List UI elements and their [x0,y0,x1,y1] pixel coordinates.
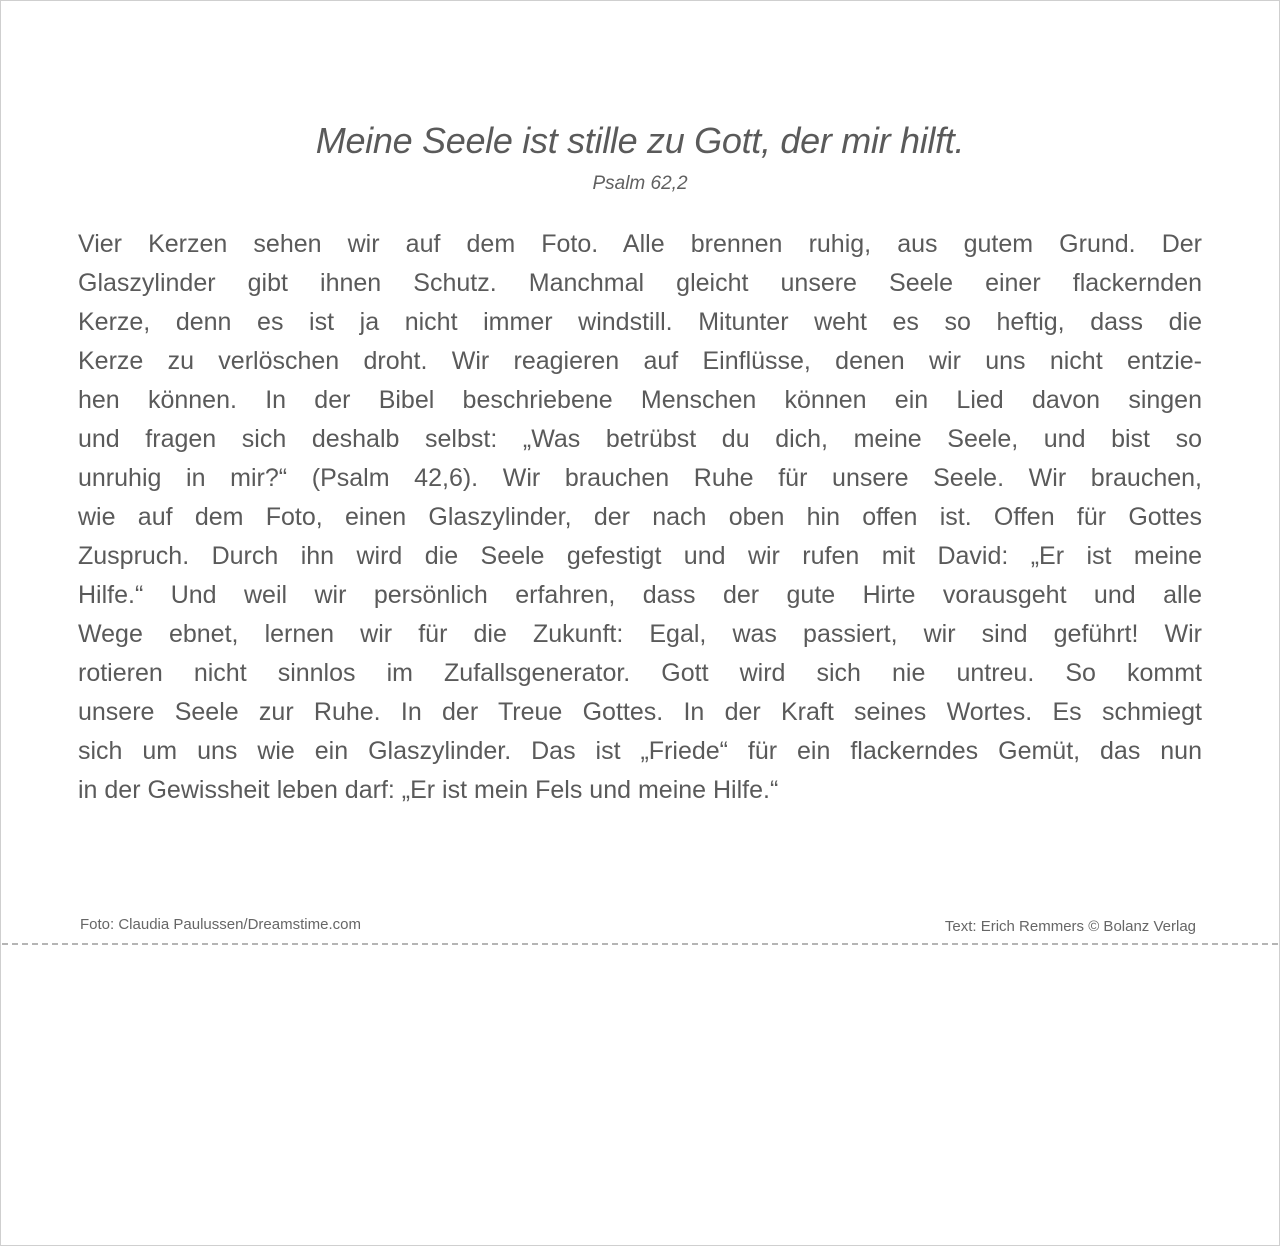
text-line: wie auf dem Foto, einen Glaszylinder, der nach oben hin offen ist. Offen für Gottes [78,503,1202,531]
verse-reference: Psalm 62,2 [592,173,688,194]
verse-title: Meine Seele ist stille zu Gott, der mir hilft. [315,120,965,161]
text-line: hen können. In der Bibel beschriebene Menschen können ein Lied davon singen [78,386,1202,414]
text-line: unsere Seele zur Ruhe. In der Treue Gottes. In der Kraft seines Wortes. Es schmiegt [78,698,1202,726]
text-line: Vier Kerzen sehen wir auf dem Foto. Alle brennen ruhig, aus gutem Grund. Der [78,230,1202,258]
text-line: Wege ebnet, lernen wir für die Zukunft: Egal, was passiert, wir sind geführt! Wir [78,620,1202,648]
cut-line [2,943,1278,945]
text-credit: Text: Erich Remmers © Bolanz Verlag [944,918,1196,935]
text-line: und fragen sich deshalb selbst: „Was betrübst du dich, meine Seele, und bist so [78,425,1202,453]
text-line: rotieren nicht sinnlos im Zufallsgenerator. Gott wird sich nie untreu. So kommt [78,659,1202,687]
text-line: Kerze zu verlöschen droht. Wir reagieren auf Einflüsse, denen wir uns nicht entzie- [78,347,1202,375]
text-line: sich um uns wie ein Glaszylinder. Das ist „Friede“ für ein flackerndes Gemüt, das nun [78,737,1202,765]
text-line: unruhig in mir?“ (Psalm 42,6). Wir brauchen Ruhe für unsere Seele. Wir brauchen, [78,464,1202,492]
text-line: Glaszylinder gibt ihnen Schutz. Manchmal gleicht unsere Seele einer flackernden [78,269,1202,297]
text-line: Zuspruch. Durch ihn wird die Seele gefestigt und wir rufen mit David: „Er ist meine [78,542,1202,570]
text-line: in der Gewissheit leben darf: „Er ist mein Fels und meine Hilfe.“ [78,776,779,804]
devotional-text [78,225,1202,810]
text-line: Kerze, denn es ist ja nicht immer windstill. Mitunter weht es so heftig, dass die [78,308,1202,336]
photo-credit: Foto: Claudia Paulussen/Dreamstime.com [80,916,361,933]
text-line: Hilfe.“ Und weil wir persönlich erfahren, dass der gute Hirte vorausgeht und alle [78,581,1202,609]
